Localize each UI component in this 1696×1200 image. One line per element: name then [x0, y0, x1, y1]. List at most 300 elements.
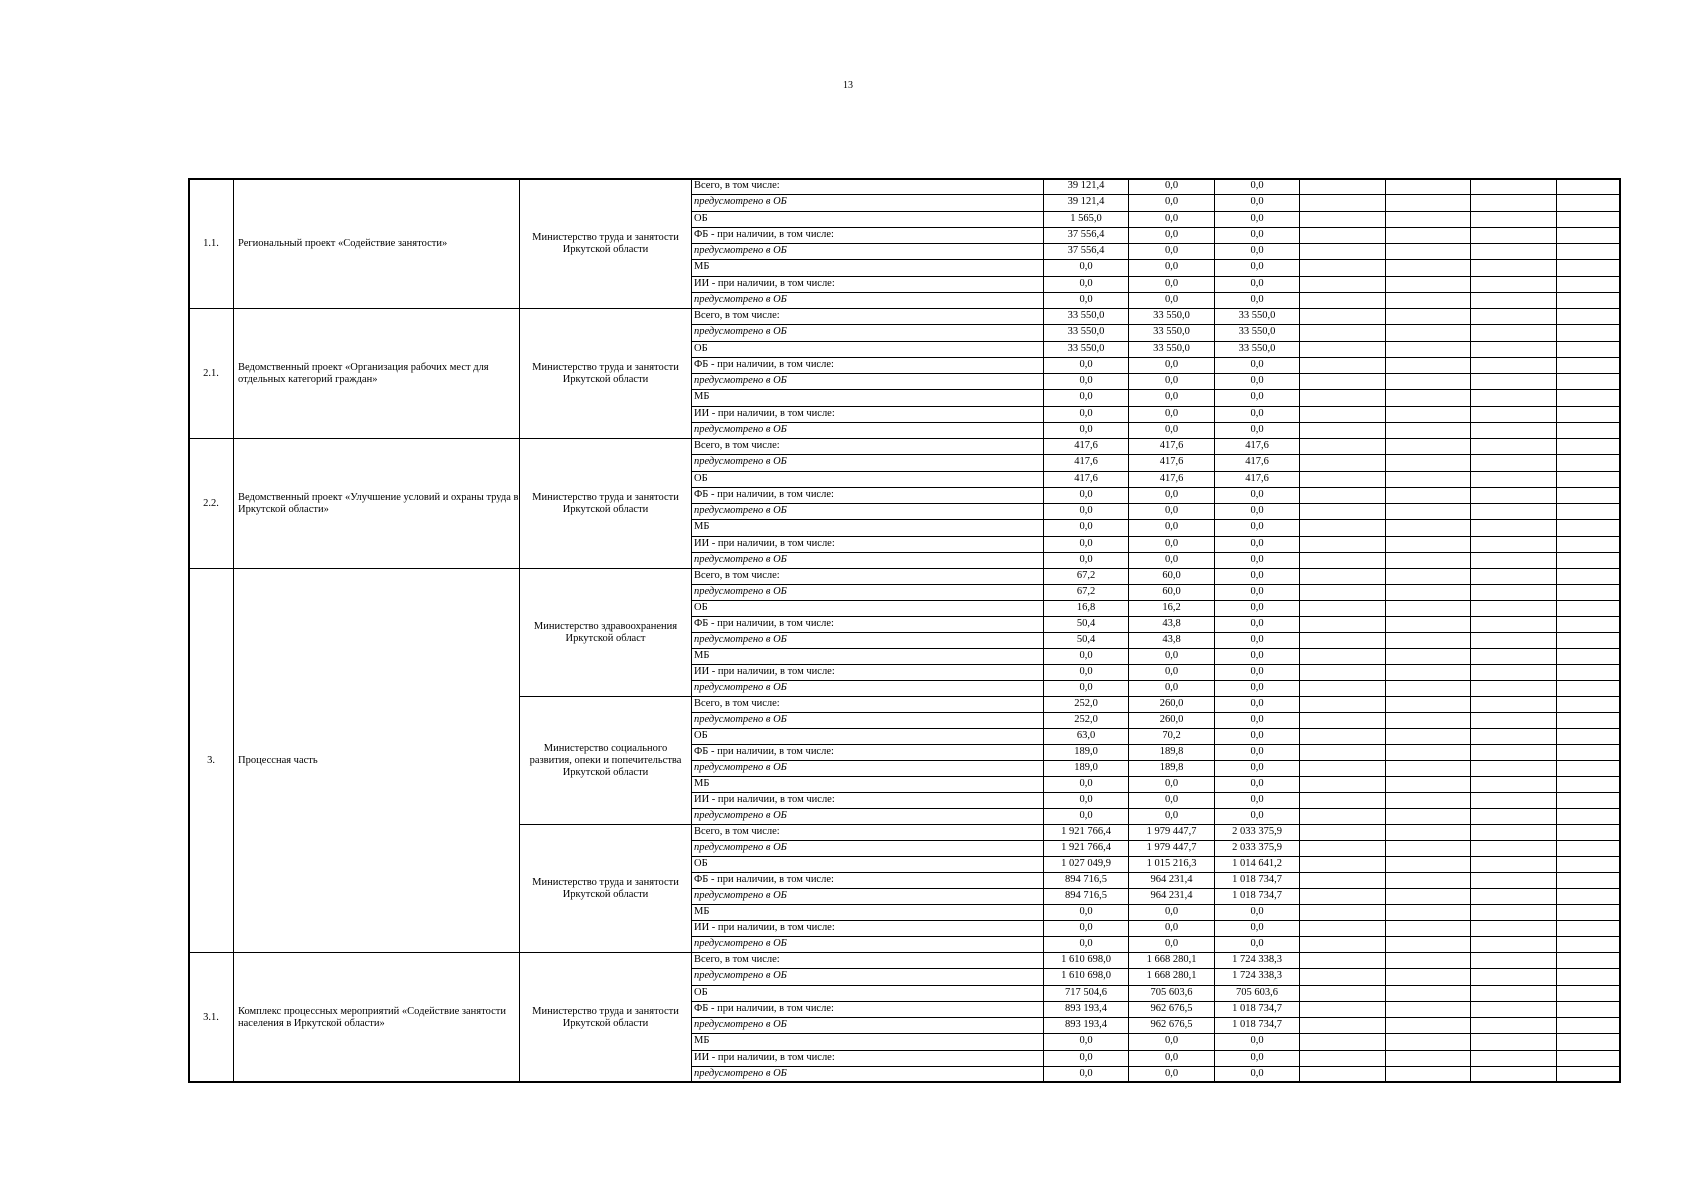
empty-cell [1470, 712, 1557, 729]
amount-cell: 417,6 [1214, 438, 1300, 455]
row-label: ОБ [691, 856, 1044, 873]
group-name: Ведомственный проект «Улучшение условий и охраны труда в Иркутской области» [233, 438, 520, 569]
empty-cell [1299, 808, 1386, 825]
amount-cell: 0,0 [1214, 648, 1300, 665]
amount-cell: 0,0 [1128, 178, 1215, 195]
empty-cell [1385, 503, 1471, 520]
amount-cell: 0,0 [1043, 487, 1129, 504]
empty-cell [1299, 904, 1386, 921]
empty-cell [1470, 648, 1557, 665]
amount-cell: 0,0 [1214, 744, 1300, 761]
amount-cell: 0,0 [1214, 568, 1300, 585]
amount-cell: 0,0 [1214, 503, 1300, 520]
row-label: ИИ - при наличии, в том числе: [691, 792, 1044, 809]
empty-cell [1385, 1001, 1471, 1018]
empty-cell [1299, 503, 1386, 520]
empty-cell [1470, 536, 1557, 553]
amount-cell: 962 676,5 [1128, 1001, 1215, 1018]
empty-cell [1556, 1050, 1621, 1067]
amount-cell: 50,4 [1043, 616, 1129, 633]
amount-cell: 0,0 [1214, 389, 1300, 406]
row-label: предусмотрено в ОБ [691, 324, 1044, 341]
empty-cell [1385, 487, 1471, 504]
amount-cell: 0,0 [1214, 422, 1300, 439]
amount-cell: 189,0 [1043, 744, 1129, 761]
amount-cell: 0,0 [1043, 664, 1129, 681]
row-label: предусмотрено в ОБ [691, 712, 1044, 729]
empty-cell [1470, 936, 1557, 953]
empty-cell [1470, 840, 1557, 857]
amount-cell: 0,0 [1214, 259, 1300, 276]
row-label: предусмотрено в ОБ [691, 503, 1044, 520]
empty-cell [1385, 308, 1471, 325]
empty-cell [1556, 357, 1621, 374]
amount-cell: 33 550,0 [1214, 308, 1300, 325]
page-number: 13 [843, 80, 853, 91]
empty-cell [1556, 776, 1621, 793]
row-label: ФБ - при наличии, в том числе: [691, 487, 1044, 504]
row-label: ИИ - при наличии, в том числе: [691, 664, 1044, 681]
amount-cell: 1 018 734,7 [1214, 872, 1300, 889]
row-label: Всего, в том числе: [691, 568, 1044, 585]
group-name: Ведомственный проект «Организация рабочих мест для отдельных категорий граждан» [233, 308, 520, 439]
amount-cell: 705 603,6 [1128, 985, 1215, 1002]
empty-cell [1556, 259, 1621, 276]
amount-cell: 189,0 [1043, 760, 1129, 777]
empty-cell [1385, 664, 1471, 681]
amount-cell: 1 979 447,7 [1128, 824, 1215, 841]
amount-cell: 0,0 [1043, 422, 1129, 439]
amount-cell: 0,0 [1214, 776, 1300, 793]
empty-cell [1299, 308, 1386, 325]
empty-cell [1470, 243, 1557, 260]
row-label: предусмотрено в ОБ [691, 888, 1044, 905]
row-label: ОБ [691, 600, 1044, 617]
empty-cell [1299, 680, 1386, 697]
amount-cell: 0,0 [1128, 552, 1215, 569]
empty-cell [1299, 872, 1386, 889]
amount-cell: 0,0 [1214, 920, 1300, 937]
amount-cell: 67,2 [1043, 568, 1129, 585]
amount-cell: 0,0 [1043, 406, 1129, 423]
group-name: Региональный проект «Содействие занятости» [233, 178, 520, 309]
empty-cell [1385, 872, 1471, 889]
empty-cell [1470, 1033, 1557, 1050]
empty-cell [1556, 744, 1621, 761]
amount-cell: 0,0 [1214, 194, 1300, 211]
amount-cell: 0,0 [1214, 373, 1300, 390]
amount-cell: 964 231,4 [1128, 872, 1215, 889]
empty-cell [1470, 357, 1557, 374]
amount-cell: 893 193,4 [1043, 1017, 1129, 1034]
empty-cell [1299, 728, 1386, 745]
row-label: Всего, в том числе: [691, 696, 1044, 713]
empty-cell [1470, 422, 1557, 439]
amount-cell: 894 716,5 [1043, 872, 1129, 889]
amount-cell: 43,8 [1128, 632, 1215, 649]
amount-cell: 33 550,0 [1214, 341, 1300, 358]
empty-cell [1385, 824, 1471, 841]
empty-cell [1470, 920, 1557, 937]
empty-cell [1385, 243, 1471, 260]
amount-cell: 0,0 [1128, 211, 1215, 228]
empty-cell [1299, 438, 1386, 455]
row-label: ИИ - при наличии, в том числе: [691, 1050, 1044, 1067]
empty-cell [1556, 406, 1621, 423]
empty-cell [1470, 904, 1557, 921]
empty-cell [1470, 888, 1557, 905]
empty-cell [1556, 712, 1621, 729]
empty-cell [1385, 808, 1471, 825]
empty-cell [1385, 600, 1471, 617]
amount-cell: 0,0 [1214, 664, 1300, 681]
amount-cell: 39 121,4 [1043, 178, 1129, 195]
row-label: предусмотрено в ОБ [691, 968, 1044, 985]
empty-cell [1470, 632, 1557, 649]
amount-cell: 0,0 [1128, 664, 1215, 681]
amount-cell: 0,0 [1214, 1050, 1300, 1067]
empty-cell [1556, 1066, 1621, 1083]
empty-cell [1299, 568, 1386, 585]
empty-cell [1470, 792, 1557, 809]
empty-cell [1470, 259, 1557, 276]
empty-cell [1556, 824, 1621, 841]
amount-cell: 33 550,0 [1128, 324, 1215, 341]
row-label: МБ [691, 904, 1044, 921]
amount-cell: 33 550,0 [1128, 308, 1215, 325]
amount-cell: 0,0 [1128, 519, 1215, 536]
empty-cell [1299, 712, 1386, 729]
amount-cell: 0,0 [1043, 503, 1129, 520]
empty-cell [1470, 552, 1557, 569]
row-label: предусмотрено в ОБ [691, 632, 1044, 649]
empty-cell [1385, 936, 1471, 953]
amount-cell: 0,0 [1128, 292, 1215, 309]
amount-cell: 417,6 [1128, 454, 1215, 471]
amount-cell: 37 556,4 [1043, 243, 1129, 260]
empty-cell [1385, 696, 1471, 713]
empty-cell [1556, 904, 1621, 921]
amount-cell: 1 921 766,4 [1043, 824, 1129, 841]
amount-cell: 260,0 [1128, 712, 1215, 729]
empty-cell [1385, 792, 1471, 809]
amount-cell: 50,4 [1043, 632, 1129, 649]
empty-cell [1556, 341, 1621, 358]
group-number: 2.2. [188, 438, 234, 569]
empty-cell [1470, 487, 1557, 504]
row-label: Всего, в том числе: [691, 438, 1044, 455]
empty-cell [1385, 1017, 1471, 1034]
amount-cell: 0,0 [1043, 680, 1129, 697]
amount-cell: 0,0 [1128, 276, 1215, 293]
amount-cell: 0,0 [1043, 259, 1129, 276]
amount-cell: 0,0 [1043, 552, 1129, 569]
empty-cell [1299, 178, 1386, 195]
empty-cell [1556, 808, 1621, 825]
empty-cell [1556, 194, 1621, 211]
empty-cell [1470, 985, 1557, 1002]
empty-cell [1556, 211, 1621, 228]
amount-cell: 0,0 [1128, 422, 1215, 439]
row-label: предусмотрено в ОБ [691, 680, 1044, 697]
amount-cell: 1 724 338,3 [1214, 968, 1300, 985]
empty-cell [1556, 696, 1621, 713]
empty-cell [1556, 389, 1621, 406]
empty-cell [1385, 616, 1471, 633]
row-label: предусмотрено в ОБ [691, 454, 1044, 471]
amount-cell: 0,0 [1214, 696, 1300, 713]
group-number: 2.1. [188, 308, 234, 439]
empty-cell [1385, 227, 1471, 244]
empty-cell [1556, 600, 1621, 617]
amount-cell: 33 550,0 [1043, 308, 1129, 325]
amount-cell: 0,0 [1043, 1066, 1129, 1083]
empty-cell [1556, 1001, 1621, 1018]
empty-cell [1470, 696, 1557, 713]
empty-cell [1385, 712, 1471, 729]
empty-cell [1385, 760, 1471, 777]
group-name: Комплекс процессных мероприятий «Содействие занятости населения в Иркутской области» [233, 952, 520, 1083]
row-label: ОБ [691, 471, 1044, 488]
amount-cell: 0,0 [1214, 211, 1300, 228]
empty-cell [1385, 178, 1471, 195]
row-label: ОБ [691, 985, 1044, 1002]
amount-cell: 1 015 216,3 [1128, 856, 1215, 873]
amount-cell: 60,0 [1128, 568, 1215, 585]
empty-cell [1299, 744, 1386, 761]
amount-cell: 0,0 [1043, 920, 1129, 937]
amount-cell: 16,2 [1128, 600, 1215, 617]
row-label: предусмотрено в ОБ [691, 840, 1044, 857]
amount-cell: 189,8 [1128, 744, 1215, 761]
amount-cell: 70,2 [1128, 728, 1215, 745]
empty-cell [1470, 389, 1557, 406]
row-label: предусмотрено в ОБ [691, 243, 1044, 260]
amount-cell: 0,0 [1214, 243, 1300, 260]
amount-cell: 0,0 [1128, 357, 1215, 374]
empty-cell [1299, 632, 1386, 649]
empty-cell [1385, 194, 1471, 211]
empty-cell [1385, 680, 1471, 697]
amount-cell: 0,0 [1214, 292, 1300, 309]
empty-cell [1470, 194, 1557, 211]
amount-cell: 0,0 [1128, 389, 1215, 406]
empty-cell [1470, 952, 1557, 969]
amount-cell: 0,0 [1128, 936, 1215, 953]
empty-cell [1299, 406, 1386, 423]
row-label: ФБ - при наличии, в том числе: [691, 744, 1044, 761]
amount-cell: 0,0 [1128, 243, 1215, 260]
row-label: предусмотрено в ОБ [691, 552, 1044, 569]
amount-cell: 417,6 [1128, 471, 1215, 488]
empty-cell [1385, 985, 1471, 1002]
empty-cell [1299, 211, 1386, 228]
empty-cell [1299, 776, 1386, 793]
amount-cell: 0,0 [1043, 292, 1129, 309]
amount-cell: 1 979 447,7 [1128, 840, 1215, 857]
empty-cell [1299, 519, 1386, 536]
empty-cell [1556, 680, 1621, 697]
empty-cell [1556, 292, 1621, 309]
empty-cell [1470, 211, 1557, 228]
empty-cell [1556, 243, 1621, 260]
amount-cell: 33 550,0 [1128, 341, 1215, 358]
ministry-name: Министерство труда и занятости Иркутской области [519, 438, 692, 569]
empty-cell [1470, 519, 1557, 536]
empty-cell [1299, 760, 1386, 777]
amount-cell: 0,0 [1128, 776, 1215, 793]
empty-cell [1556, 422, 1621, 439]
empty-cell [1470, 568, 1557, 585]
row-label: МБ [691, 648, 1044, 665]
empty-cell [1470, 824, 1557, 841]
amount-cell: 1 610 698,0 [1043, 952, 1129, 969]
empty-cell [1385, 292, 1471, 309]
empty-cell [1299, 276, 1386, 293]
empty-cell [1556, 792, 1621, 809]
amount-cell: 0,0 [1214, 1033, 1300, 1050]
amount-cell: 0,0 [1214, 680, 1300, 697]
row-label: предусмотрено в ОБ [691, 422, 1044, 439]
empty-cell [1299, 840, 1386, 857]
empty-cell [1556, 503, 1621, 520]
empty-cell [1385, 744, 1471, 761]
amount-cell: 0,0 [1043, 276, 1129, 293]
empty-cell [1556, 968, 1621, 985]
empty-cell [1385, 648, 1471, 665]
row-label: МБ [691, 519, 1044, 536]
empty-cell [1385, 406, 1471, 423]
amount-cell: 0,0 [1128, 920, 1215, 937]
empty-cell [1556, 487, 1621, 504]
empty-cell [1299, 936, 1386, 953]
empty-cell [1385, 276, 1471, 293]
amount-cell: 0,0 [1214, 616, 1300, 633]
empty-cell [1556, 178, 1621, 195]
empty-cell [1299, 952, 1386, 969]
row-label: предусмотрено в ОБ [691, 808, 1044, 825]
empty-cell [1385, 341, 1471, 358]
amount-cell: 16,8 [1043, 600, 1129, 617]
empty-cell [1299, 616, 1386, 633]
amount-cell: 894 716,5 [1043, 888, 1129, 905]
empty-cell [1299, 920, 1386, 937]
row-label: МБ [691, 259, 1044, 276]
empty-cell [1299, 194, 1386, 211]
empty-cell [1556, 536, 1621, 553]
amount-cell: 39 121,4 [1043, 194, 1129, 211]
empty-cell [1556, 519, 1621, 536]
empty-cell [1299, 600, 1386, 617]
empty-cell [1385, 454, 1471, 471]
row-label: Всего, в том числе: [691, 824, 1044, 841]
amount-cell: 0,0 [1214, 406, 1300, 423]
empty-cell [1556, 552, 1621, 569]
empty-cell [1556, 276, 1621, 293]
empty-cell [1556, 936, 1621, 953]
empty-cell [1556, 856, 1621, 873]
amount-cell: 1 724 338,3 [1214, 952, 1300, 969]
empty-cell [1385, 840, 1471, 857]
empty-cell [1470, 680, 1557, 697]
empty-cell [1385, 920, 1471, 937]
amount-cell: 417,6 [1128, 438, 1215, 455]
amount-cell: 33 550,0 [1214, 324, 1300, 341]
amount-cell: 0,0 [1128, 792, 1215, 809]
amount-cell: 0,0 [1128, 406, 1215, 423]
amount-cell: 0,0 [1128, 808, 1215, 825]
amount-cell: 0,0 [1128, 373, 1215, 390]
amount-cell: 0,0 [1214, 357, 1300, 374]
amount-cell: 63,0 [1043, 728, 1129, 745]
amount-cell: 37 556,4 [1043, 227, 1129, 244]
amount-cell: 717 504,6 [1043, 985, 1129, 1002]
empty-cell [1385, 422, 1471, 439]
empty-cell [1556, 454, 1621, 471]
empty-cell [1556, 438, 1621, 455]
amount-cell: 252,0 [1043, 696, 1129, 713]
empty-cell [1556, 632, 1621, 649]
amount-cell: 0,0 [1128, 648, 1215, 665]
amount-cell: 1 018 734,7 [1214, 1017, 1300, 1034]
row-label: ИИ - при наличии, в том числе: [691, 536, 1044, 553]
empty-cell [1299, 648, 1386, 665]
amount-cell: 0,0 [1043, 792, 1129, 809]
row-label: ФБ - при наличии, в том числе: [691, 227, 1044, 244]
empty-cell [1385, 552, 1471, 569]
row-label: предусмотрено в ОБ [691, 584, 1044, 601]
empty-cell [1470, 1017, 1557, 1034]
empty-cell [1299, 985, 1386, 1002]
empty-cell [1556, 471, 1621, 488]
empty-cell [1385, 357, 1471, 374]
row-label: ИИ - при наличии, в том числе: [691, 276, 1044, 293]
empty-cell [1385, 904, 1471, 921]
amount-cell: 0,0 [1214, 1066, 1300, 1083]
empty-cell [1470, 227, 1557, 244]
amount-cell: 0,0 [1214, 178, 1300, 195]
amount-cell: 0,0 [1214, 792, 1300, 809]
empty-cell [1385, 211, 1471, 228]
empty-cell [1470, 178, 1557, 195]
amount-cell: 0,0 [1214, 728, 1300, 745]
amount-cell: 0,0 [1214, 632, 1300, 649]
row-label: ОБ [691, 211, 1044, 228]
amount-cell: 33 550,0 [1043, 341, 1129, 358]
empty-cell [1299, 243, 1386, 260]
empty-cell [1556, 373, 1621, 390]
empty-cell [1299, 471, 1386, 488]
amount-cell: 417,6 [1214, 471, 1300, 488]
empty-cell [1556, 888, 1621, 905]
empty-cell [1299, 357, 1386, 374]
group-number: 1.1. [188, 178, 234, 309]
amount-cell: 2 033 375,9 [1214, 824, 1300, 841]
amount-cell: 0,0 [1214, 519, 1300, 536]
empty-cell [1299, 373, 1386, 390]
empty-cell [1385, 389, 1471, 406]
empty-cell [1385, 1033, 1471, 1050]
empty-cell [1470, 324, 1557, 341]
amount-cell: 1 018 734,7 [1214, 888, 1300, 905]
empty-cell [1556, 952, 1621, 969]
amount-cell: 0,0 [1214, 808, 1300, 825]
amount-cell: 260,0 [1128, 696, 1215, 713]
empty-cell [1385, 856, 1471, 873]
amount-cell: 0,0 [1128, 1066, 1215, 1083]
amount-cell: 0,0 [1043, 936, 1129, 953]
amount-cell: 0,0 [1128, 680, 1215, 697]
